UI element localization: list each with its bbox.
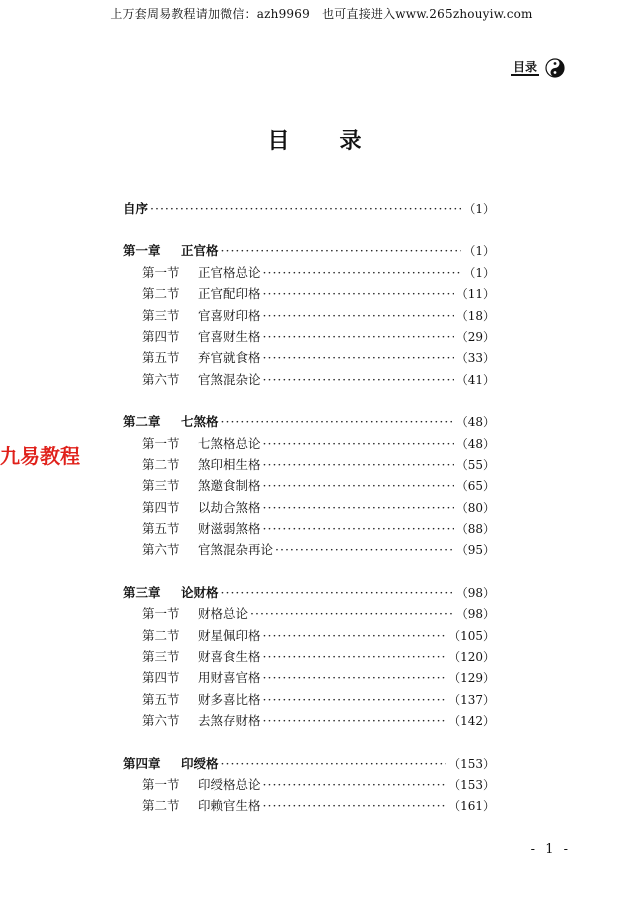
toc-number: 第四节 <box>142 499 180 515</box>
toc-number: 第一节 <box>142 606 180 622</box>
toc-leader-dots <box>263 372 454 387</box>
toc-section-entry[interactable] <box>123 263 495 284</box>
running-header <box>511 58 565 78</box>
toc-spacer <box>123 391 495 412</box>
toc-leader-dots <box>250 606 454 621</box>
toc-number: 第三节 <box>142 478 180 494</box>
toc-section-entry[interactable] <box>123 519 495 540</box>
toc-number: 第六节 <box>142 713 180 729</box>
toc-leader-dots <box>263 713 447 728</box>
toc-leader-dots <box>263 457 454 472</box>
toc-leader-dots <box>221 756 447 771</box>
toc-page: （55） <box>455 457 495 472</box>
toc-number: 第一节 <box>142 264 180 280</box>
download-banner: 上万套周易教程请加微信：azh9969 也可直接进入www.265zhouyiw.com <box>110 7 533 21</box>
toc-leader-dots <box>221 414 454 429</box>
toc-section-entry[interactable] <box>123 348 495 369</box>
watermark: 九易教程 <box>0 444 80 468</box>
toc-chapter-entry[interactable] <box>123 754 495 775</box>
toc-number: 第六节 <box>142 542 180 558</box>
toc-section-entry[interactable] <box>123 306 495 327</box>
toc-title: 用财喜官格 <box>198 670 261 686</box>
toc-section-entry[interactable] <box>123 540 495 561</box>
toc-leader-dots <box>263 692 447 707</box>
toc-title: 印赖官生格 <box>198 798 261 814</box>
toc-page: （161） <box>448 799 495 814</box>
yin-yang-icon <box>545 58 565 78</box>
toc-spacer <box>123 220 495 241</box>
toc-title: 煞印相生格 <box>198 456 261 472</box>
toc-page: （88） <box>455 522 495 537</box>
toc-section-entry[interactable] <box>123 434 495 455</box>
toc-page: （48） <box>455 436 495 451</box>
toc-number: 第一节 <box>142 776 180 792</box>
toc-section-entry[interactable] <box>123 690 495 711</box>
toc-leader-dots <box>263 329 454 344</box>
toc-page: （142） <box>448 714 495 729</box>
running-header-label: 目录 <box>512 60 537 74</box>
toc-title: 去煞存财格 <box>198 713 261 729</box>
toc-title: 正官格总论 <box>198 264 261 280</box>
toc-number: 第二节 <box>142 798 180 814</box>
toc-number: 第二节 <box>142 627 180 643</box>
toc-leader-dots <box>263 649 447 664</box>
page-title: 目 录 <box>267 128 376 154</box>
toc-page: （41） <box>455 372 495 387</box>
toc-leader-dots <box>263 670 447 685</box>
toc-number: 第二节 <box>142 456 180 472</box>
toc-leader-dots <box>263 521 454 536</box>
toc-number: 第三节 <box>142 307 180 323</box>
toc-leader-dots <box>150 201 461 216</box>
toc-number: 第五节 <box>142 691 180 707</box>
page-number: - 1 - <box>530 842 571 857</box>
toc-page: （153） <box>448 756 495 771</box>
toc-spacer <box>123 733 495 754</box>
toc-number: 第二章 <box>123 414 161 430</box>
toc-page: （98） <box>455 607 495 622</box>
toc-leader-dots <box>221 243 462 258</box>
toc-section-entry[interactable] <box>123 370 495 391</box>
toc-page: （120） <box>448 650 495 665</box>
toc-leader-dots <box>263 286 454 301</box>
toc-chapter-entry[interactable] <box>123 241 495 262</box>
toc-section-entry[interactable] <box>123 711 495 732</box>
toc-section-entry[interactable] <box>123 327 495 348</box>
toc-section-entry[interactable] <box>123 668 495 689</box>
toc-number: 第五节 <box>142 350 180 366</box>
toc-section-entry[interactable] <box>123 775 495 796</box>
toc-spacer <box>123 562 495 583</box>
toc-page: （11） <box>455 287 495 302</box>
toc-section-entry[interactable] <box>123 284 495 305</box>
toc-page: （48） <box>455 415 495 430</box>
toc-title: 七煞格总论 <box>198 435 261 451</box>
toc-page: （1） <box>463 265 495 280</box>
toc-page: （1） <box>463 244 495 259</box>
toc-section-entry[interactable] <box>123 498 495 519</box>
toc-leader-dots <box>275 542 454 557</box>
toc-number: 第三章 <box>123 584 161 600</box>
table-of-contents <box>123 199 495 818</box>
toc-number: 第三节 <box>142 649 180 665</box>
toc-title: 自序 <box>123 201 149 216</box>
toc-number: 第二节 <box>142 286 180 302</box>
toc-title: 财滋弱煞格 <box>198 521 261 537</box>
toc-leader-dots <box>263 500 454 515</box>
toc-title: 煞邀食制格 <box>198 478 261 494</box>
toc-leader-dots <box>221 585 454 600</box>
toc-chapter-entry[interactable] <box>123 412 495 433</box>
toc-title: 七煞格 <box>181 414 219 430</box>
toc-title: 以劫合煞格 <box>198 499 261 515</box>
toc-page: （105） <box>448 628 495 643</box>
toc-number: 第六节 <box>142 371 180 387</box>
toc-number: 第四节 <box>142 328 180 344</box>
toc-page: （98） <box>455 585 495 600</box>
toc-leader-dots <box>263 628 447 643</box>
toc-title: 印绶格总论 <box>198 776 261 792</box>
toc-page: （153） <box>448 777 495 792</box>
toc-number: 第一节 <box>142 435 180 451</box>
toc-title: 官煞混杂再论 <box>198 542 274 558</box>
toc-title: 官煞混杂论 <box>198 371 261 387</box>
toc-section-entry[interactable] <box>123 455 495 476</box>
toc-title: 印绶格 <box>181 755 219 771</box>
toc-title: 财星佩印格 <box>198 627 261 643</box>
toc-leader-dots <box>263 798 447 813</box>
toc-page: （18） <box>455 308 495 323</box>
toc-title: 官喜财印格 <box>198 307 261 323</box>
toc-page: （129） <box>448 671 495 686</box>
toc-title: 论财格 <box>181 584 219 600</box>
toc-preface-entry[interactable] <box>123 199 495 220</box>
toc-leader-dots <box>263 478 454 493</box>
toc-page: （1） <box>463 202 495 216</box>
toc-title: 弃官就食格 <box>198 350 261 366</box>
toc-leader-dots <box>263 777 447 792</box>
toc-title: 财多喜比格 <box>198 691 261 707</box>
toc-page: （65） <box>455 479 495 494</box>
toc-section-entry[interactable] <box>123 796 495 817</box>
toc-leader-dots <box>263 436 454 451</box>
toc-page: （137） <box>448 692 495 707</box>
toc-title: 正官配印格 <box>198 286 261 302</box>
toc-title: 官喜财生格 <box>198 328 261 344</box>
toc-section-entry[interactable] <box>123 647 495 668</box>
toc-chapter-entry[interactable] <box>123 583 495 604</box>
toc-number: 第五节 <box>142 521 180 537</box>
toc-title: 财喜食生格 <box>198 649 261 665</box>
toc-section-entry[interactable] <box>123 604 495 625</box>
toc-page: （29） <box>455 329 495 344</box>
toc-leader-dots <box>263 350 454 365</box>
toc-page: （95） <box>455 543 495 558</box>
toc-leader-dots <box>263 265 462 280</box>
toc-number: 第一章 <box>123 243 161 259</box>
toc-section-entry[interactable] <box>123 626 495 647</box>
toc-number: 第四章 <box>123 755 161 771</box>
toc-title: 正官格 <box>181 243 219 259</box>
toc-number: 第四节 <box>142 670 180 686</box>
toc-leader-dots <box>263 308 454 323</box>
toc-page: （80） <box>455 500 495 515</box>
toc-page: （33） <box>455 351 495 366</box>
toc-section-entry[interactable] <box>123 476 495 497</box>
toc-title: 财格总论 <box>198 606 249 622</box>
